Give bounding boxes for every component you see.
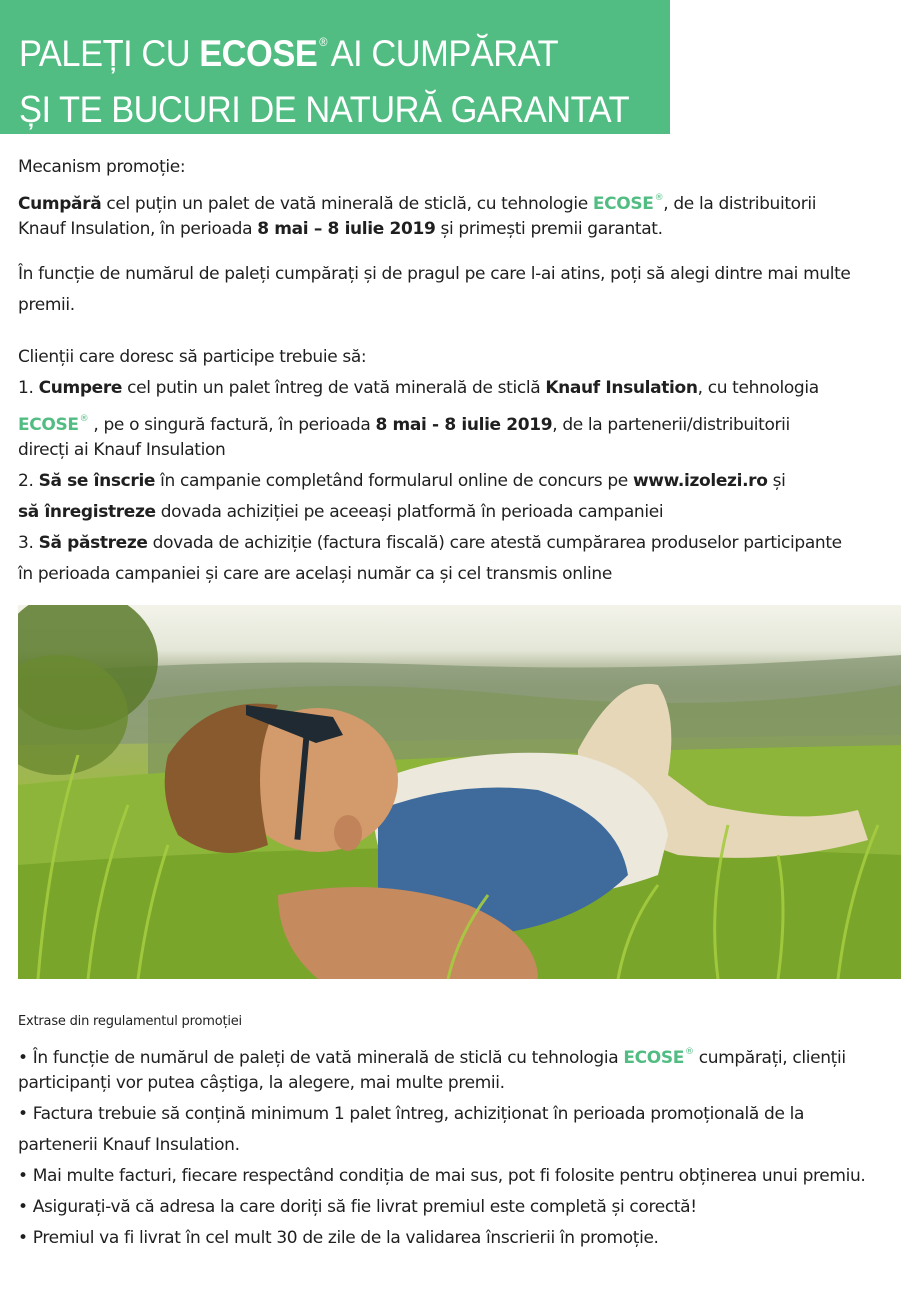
promo-period: 8 mai – 8 iulie 2019: [257, 219, 436, 239]
brand-name: ECOSE: [199, 33, 318, 74]
mechanism-heading: Mecanism promoție:: [18, 157, 186, 177]
brand-name: ECOSE: [18, 415, 79, 435]
text: • În funcție de numărul de paleți de vată minerală de sticlă cu tehnologia: [18, 1048, 624, 1068]
requirements-heading: Clienții care doresc să participe trebuie să:: [18, 347, 367, 367]
bold-text: Să se înscrie: [38, 471, 156, 491]
text: în campanie completând formularul online de concurs pe: [155, 471, 633, 491]
rule-bullet-4: • Asigurați-vă că adresa la care doriți să fie livrat premiul este completă și corectă!: [18, 1197, 697, 1217]
requirement-3-cont: în perioada campaniei și care are același număr ca și cel transmis online: [18, 564, 612, 584]
registered-mark: ®: [319, 35, 327, 49]
text: , de la partenerii/distribuitorii: [552, 415, 790, 435]
title-text: PALEȚI CU: [19, 33, 200, 74]
bold-text: să înregistreze: [18, 502, 156, 522]
rule-bullet-2: • Factura trebuie să conțină minimum 1 palet întreg, achiziționat în perioada promoțională de la: [18, 1104, 805, 1124]
rule-bullet-2-cont: partenerii Knauf Insulation.: [18, 1135, 240, 1155]
brand-name: ECOSE: [592, 194, 654, 214]
text: cel puțin un palet de vată minerală de sticlă, cu tehnologie: [101, 194, 593, 214]
text-line: În funcție de numărul de paleți cumpărați și de pragul pe care l-ai atins, poți să alegi dintre mai multe: [18, 264, 851, 284]
bold-text: Knauf Insulation: [545, 378, 698, 398]
requirement-2: [18, 466, 900, 497]
mechanism-line: [18, 214, 900, 245]
promo-period: 8 mai - 8 iulie 2019: [375, 415, 553, 435]
brand-ecose: [18, 415, 88, 435]
requirement-1: [18, 373, 900, 404]
requirement-2-cont: [18, 497, 900, 528]
man-in-grass-illustration: [18, 605, 901, 979]
requirement-1-cont: [18, 404, 900, 435]
text: dovada de achiziție (factura fiscală) care atestă cumpărarea produselor participante: [147, 533, 842, 553]
requirement-3: [18, 528, 900, 559]
rule-bullet-3: • Mai multe facturi, fiecare respectând condiția de mai sus, pot fi folosite pentru obținerea unui premiu.: [18, 1166, 866, 1186]
bold-text: Cumpără: [18, 194, 102, 214]
text: cel putin un palet întreg de vată minerală de sticlă: [122, 378, 546, 398]
title-line-2: ȘI TE BUCURI DE NATURĂ GARANTAT: [19, 89, 630, 130]
requirements-section: [18, 342, 900, 590]
list-number: 1.: [18, 378, 39, 398]
rule-bullet-5: • Premiul va fi livrat în cel mult 30 de zile de la validarea înscrierii în promoție.: [18, 1228, 659, 1248]
text: Knauf Insulation, în perioada: [18, 219, 258, 239]
text: , de la distribuitorii: [663, 194, 817, 214]
registered-mark: ®: [654, 193, 664, 203]
bold-text: Să păstreze: [38, 533, 148, 553]
title-line-1: [19, 14, 624, 82]
registered-mark: ®: [79, 414, 89, 424]
list-number: 3.: [18, 533, 39, 553]
brand-ecose: [593, 194, 663, 214]
text: dovada achiziției pe aceeași platformă în perioada campaniei: [155, 502, 664, 522]
mechanism-section: [18, 152, 900, 245]
registered-mark: ®: [685, 1047, 694, 1057]
rule-bullet-1: [18, 1037, 900, 1068]
website-link[interactable]: www.izolezi.ro: [632, 471, 768, 491]
text: cumpărați, clienții: [693, 1048, 846, 1068]
text: , pe o singură factură, în perioada: [88, 415, 376, 435]
requirement-1-cont: direcți ai Knauf Insulation: [18, 440, 226, 460]
brand-ecose: [623, 1048, 693, 1068]
mechanism-line: [18, 183, 900, 214]
mechanism-paragraph-2: [18, 259, 900, 321]
text: și primești premii garantat.: [435, 219, 663, 239]
rules-section: [18, 1006, 900, 1254]
rules-heading: Extrase din regulamentul promoției: [18, 1014, 242, 1029]
list-number: 2.: [18, 471, 39, 491]
title-text: AI CUMPĂRAT: [330, 33, 559, 74]
rule-bullet-1-cont: participanți vor putea câștiga, la alegere, mai multe premii.: [18, 1073, 505, 1093]
text-line: premii.: [18, 295, 75, 315]
text: , cu tehnologia: [697, 378, 819, 398]
text: și: [767, 471, 786, 491]
title-banner: [0, 0, 670, 134]
bold-text: Cumpere: [38, 378, 123, 398]
brand-name: ECOSE: [623, 1048, 685, 1068]
hero-photo: [18, 605, 901, 979]
